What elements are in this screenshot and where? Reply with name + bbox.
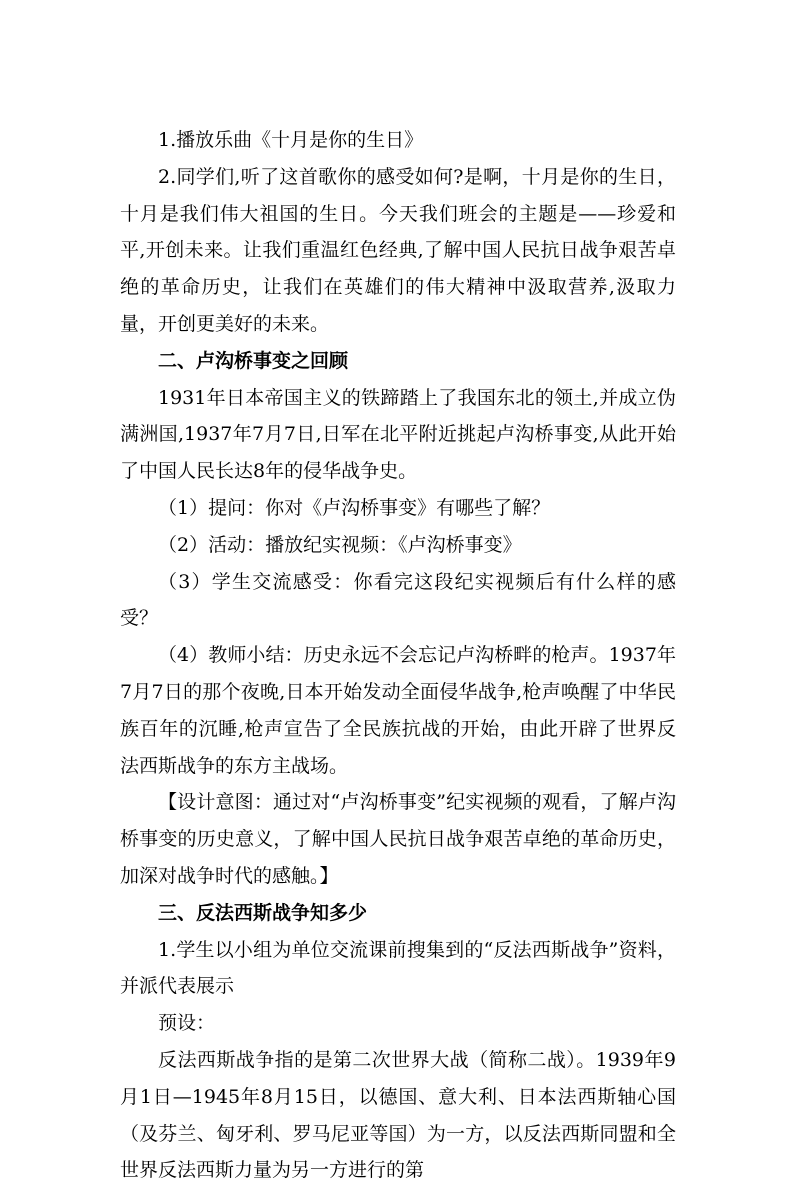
document-body xyxy=(120,122,676,1189)
paragraph-preset-label: 预设： xyxy=(158,1012,216,1035)
paragraph-intro: 2.同学们,听了这首歌你的感受如何?是啊，十月是你的生日，十月是我们伟大祖国的生日。今天我们班会的主题是——珍爱和平,开创未来。让我们重温红色经典,了解中国人民抗日战争艰苦卓绝的革命历史，让我们在英雄们的伟大精神中汲取营养,汲取力量，开创更美好的未来。 xyxy=(120,165,676,335)
paragraph-design-intent: 【设计意图：通过对“卢沟桥事变”纪实视频的观看，了解卢沟桥事变的历史意义，了解中国人民抗日战争艰苦卓绝的革命历史，加深对战争时代的感触。】 xyxy=(120,791,676,887)
section-heading-antifascist: 三、反法西斯战争知多少 xyxy=(158,901,368,924)
paragraph-activity: （2）活动：播放纪实视频：《卢沟桥事变》 xyxy=(158,533,522,556)
paragraph-music: 1.播放乐曲《十月是你的生日》 xyxy=(158,129,424,151)
paragraph-question: （1）提问：你对《卢沟桥事变》有哪些了解？ xyxy=(158,496,551,519)
paragraph-summary: （4）教师小结：历史永远不会忘记卢沟桥畔的枪声。1937年7月7日的那个夜晚,日本开始发动全面侵华战争,枪声唤醒了中华民族百年的沉睡,枪声宣告了全民族抗战的开始，由此开辟了世界反法西斯战争的东方主战场。 xyxy=(120,644,676,777)
paragraph-group-exchange: 1.学生以小组为单位交流课前搜集到的“反法西斯战争”资料，并派代表展示 xyxy=(120,938,676,998)
paragraph-exchange: （3）学生交流感受：你看完这段纪实视频后有什么样的感受？ xyxy=(120,570,676,630)
paragraph-ww2-description: 反法西斯战争指的是第二次世界大战（简称二战）。1939年9月1日—1945年8月15日，以德国、意大利、日本法西斯轴心国（及芬兰、匈牙利、罗马尼亚等国）为一方，以反法西斯同盟和全世界反法西斯力量为另一方进行的第 xyxy=(120,1048,676,1182)
paragraph-history: 1931年日本帝国主义的铁蹄踏上了我国东北的领土,并成立伪满洲国,1937年7月7日,日军在北平附近挑起卢沟桥事变,从此开始了中国人民长达8年的侵华战争史。 xyxy=(120,386,676,483)
section-heading-lugouqiao: 二、卢沟桥事变之回顾 xyxy=(158,349,349,372)
